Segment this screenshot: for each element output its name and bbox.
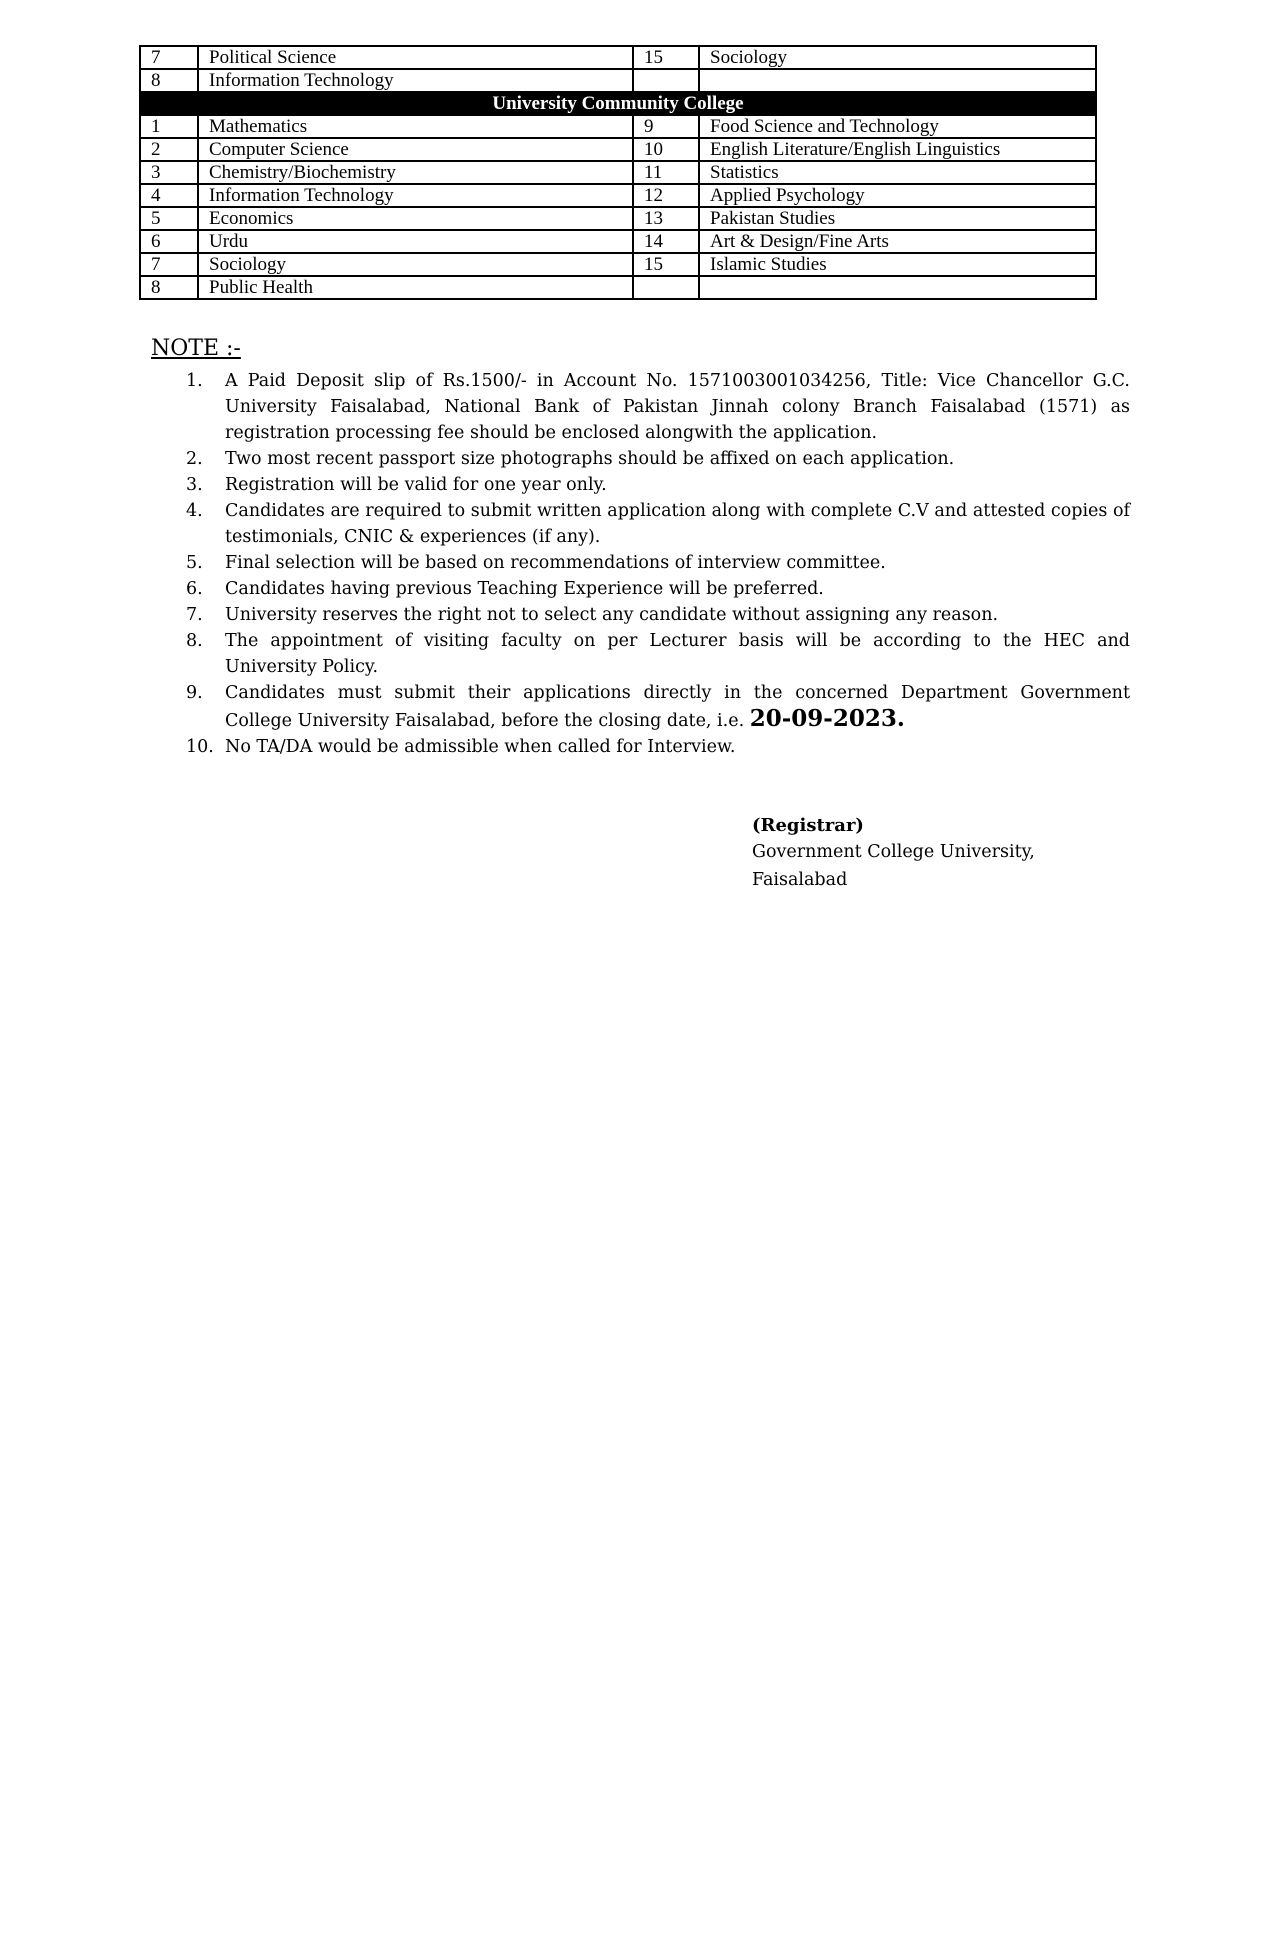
row-number: 3 [140,161,198,184]
note-number: 6. [186,579,203,599]
subject-cell: Economics [198,207,633,230]
row-number: 12 [633,184,699,207]
subject-cell: Statistics [699,161,1096,184]
subjects-table [139,45,1097,300]
row-number: 5 [140,207,198,230]
note-item [150,628,1130,680]
subject-cell [699,69,1096,92]
subject-cell: Computer Science [198,138,633,161]
subject-cell: Art & Design/Fine Arts [699,230,1096,253]
signatory-institution: Government College University, [752,842,1035,862]
subject-cell: Chemistry/Biochemistry [198,161,633,184]
note-number: 3. [186,475,203,495]
subject-cell: Urdu [198,230,633,253]
row-number: 8 [140,276,198,299]
row-number: 10 [633,138,699,161]
table-row [140,69,1096,92]
table-row [140,138,1096,161]
note-heading: NOTE :- [151,336,241,361]
note-text: Candidates are required to submit written application along with complete C.V and attested copies of testimonials, CNIC & experiences (if any). [225,501,1130,547]
signatory-city: Faisalabad [752,870,848,890]
note-item [150,472,1130,498]
section-header-row [140,92,1096,115]
subject-cell: Information Technology [198,184,633,207]
note-text: Final selection will be based on recommendations of interview committee. [225,553,886,573]
subject-cell: Sociology [699,46,1096,69]
subject-cell: Pakistan Studies [699,207,1096,230]
note-number: 10. [186,737,214,757]
subject-cell: Islamic Studies [699,253,1096,276]
table-row [140,184,1096,207]
row-number: 15 [633,253,699,276]
note-text: Candidates must submit their applications directly in the concerned Department Government College University Faisalabad, before the closing date, i.e. [225,683,1130,731]
signatory-title: (Registrar) [752,815,864,836]
row-number: 7 [140,46,198,69]
notes-section [150,334,1130,760]
subject-cell: Food Science and Technology [699,115,1096,138]
note-item [150,498,1130,550]
subject-cell: Public Health [198,276,633,299]
table-row [140,230,1096,253]
row-number: 14 [633,230,699,253]
note-item [150,446,1130,472]
row-number: 13 [633,207,699,230]
note-item [150,602,1130,628]
row-number: 6 [140,230,198,253]
note-item [150,680,1130,734]
note-number: 4. [186,501,203,521]
note-text: University reserves the right not to select any candidate without assigning any reason. [225,605,999,625]
subject-cell: English Literature/English Linguistics [699,138,1096,161]
note-text: Candidates having previous Teaching Experience will be preferred. [225,579,824,599]
row-number [633,276,699,299]
table-row [140,46,1096,69]
note-text: A Paid Deposit slip of Rs.1500/- in Account No. 1571003001034256, Title: Vice Chancellor G.C. University Faisalabad, National Bank of Pakistan Jinnah colony Branch Faisalabad (1571) as registration processing fee should be enclosed alongwith the application. [225,371,1130,443]
subject-cell: Information Technology [198,69,633,92]
note-item [150,550,1130,576]
row-number: 7 [140,253,198,276]
note-text: The appointment of visiting faculty on per Lecturer basis will be according to the HEC and University Policy. [225,631,1130,677]
subject-cell [699,276,1096,299]
signature-block [752,812,1035,894]
note-item [150,368,1130,446]
table-row [140,253,1096,276]
row-number: 2 [140,138,198,161]
note-item [150,734,1130,760]
note-item [150,576,1130,602]
row-number: 9 [633,115,699,138]
subject-cell: Political Science [198,46,633,69]
note-text: Registration will be valid for one year only. [225,475,607,495]
row-number: 15 [633,46,699,69]
note-number: 2. [186,449,203,469]
note-number: 8. [186,631,203,651]
table-row [140,161,1096,184]
closing-date: 20-09-2023. [749,705,905,732]
note-text: Two most recent passport size photographs should be affixed on each application. [225,449,955,469]
note-number: 5. [186,553,203,573]
table-row [140,207,1096,230]
subject-cell: Sociology [198,253,633,276]
note-number: 1. [186,371,203,391]
row-number: 4 [140,184,198,207]
row-number: 8 [140,69,198,92]
row-number [633,69,699,92]
section-title: University Community College [140,92,1096,115]
note-list [150,368,1130,760]
subject-cell: Applied Psychology [699,184,1096,207]
table-row [140,115,1096,138]
subject-cell: Mathematics [198,115,633,138]
note-text: No TA/DA would be admissible when called for Interview. [225,737,736,757]
table-row [140,276,1096,299]
note-number: 9. [186,683,203,703]
row-number: 1 [140,115,198,138]
row-number: 11 [633,161,699,184]
note-number: 7. [186,605,203,625]
